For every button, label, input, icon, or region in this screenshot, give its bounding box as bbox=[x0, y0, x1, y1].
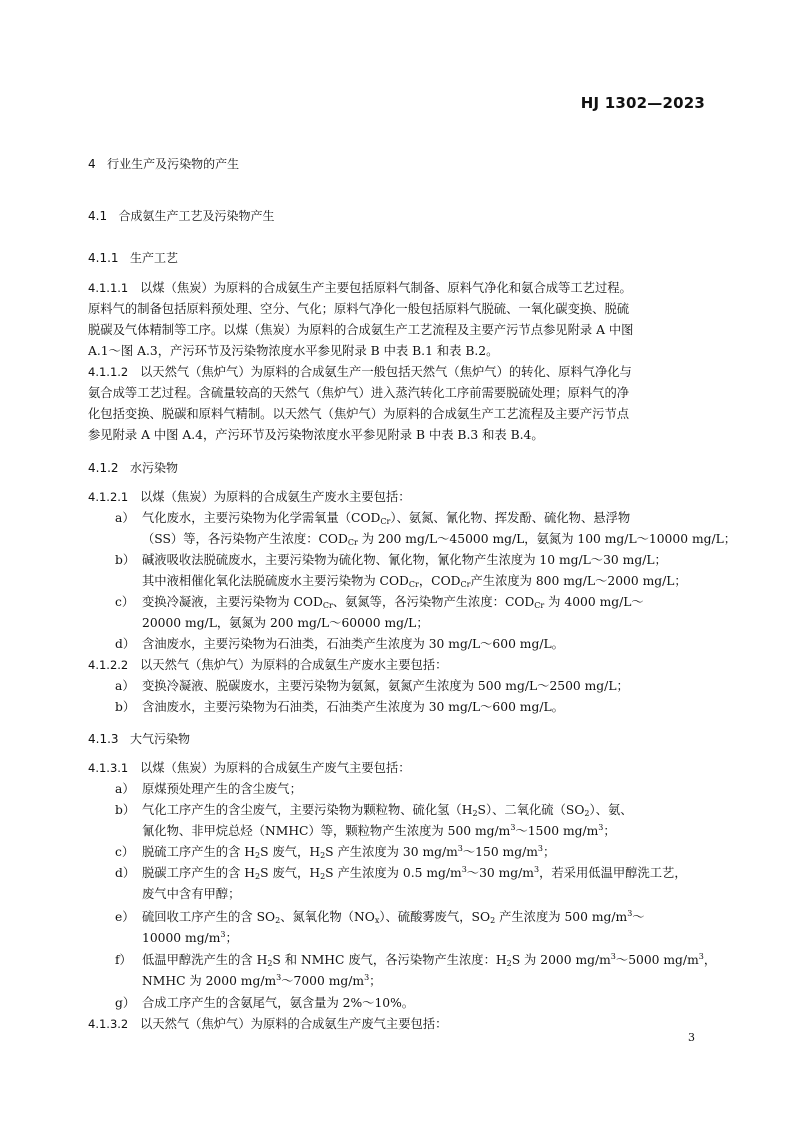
section-title: 行业生产及污染物的产生 bbox=[107, 157, 240, 171]
section-number: 4.1 bbox=[88, 209, 108, 223]
section-4-1-2-heading bbox=[88, 459, 178, 476]
list-item: a） 变换冷凝液、脱碳废水，主要污染物为氨氮，氨氮产生浓度为 500 mg/L～2500 mg/L； bbox=[115, 679, 629, 693]
paragraph-line: 4.1.3.2 以天然气（焦炉气）为原料的合成氨生产废气主要包括： bbox=[88, 1017, 448, 1031]
section-title: 合成氨生产工艺及污染物产生 bbox=[118, 209, 275, 223]
paragraph-line: 4.1.2.1 以煤（焦炭）为原料的合成氨生产废水主要包括： bbox=[88, 490, 411, 504]
list-item: g） 合成工序产生的含氨尾气，氨含量为 2%～10%。 bbox=[115, 996, 415, 1010]
list-item: b） 气化工序产生的含尘废气，主要污染物为颗粒物、硫化氢$(H_2S)$、二氧化硫$(SO_2)$、氨、 bbox=[115, 803, 633, 818]
section-title: 生产工艺 bbox=[130, 251, 179, 265]
clause-number: 4.1.3.1 bbox=[88, 761, 129, 775]
section-4-1-heading bbox=[88, 207, 275, 224]
list-item: b） 碱液吸收法脱硫废水，主要污染物为硫化物、氰化物，氰化物产生浓度为 10 mg/L～30 mg/L； bbox=[115, 553, 667, 567]
list-item: a） 气化废水，主要污染物为化学需氧量$(COD_{Cr})$、氨氮、氰化物、挥发酚、硫化物、悬浮物 bbox=[115, 511, 631, 526]
paragraph-line: 化包括变换、脱碳和原料气精制。以天然气（焦炉气）为原料的合成氨生产工艺流程及主要产污节点 bbox=[88, 407, 630, 421]
list-item: c） 脱硫工序产生的含 $H_2S$ 废气，$H_2S$ 产生浓度为 30 $mg/m^3\sim 150$ $mg/m^3$； bbox=[115, 844, 556, 860]
paragraph-line: 4.1.2.2 以天然气（焦炉气）为原料的合成氨生产废水主要包括： bbox=[88, 658, 448, 672]
list-item-continuation: 氰化物、非甲烷总烃（NMHC）等，颗粒物产生浓度为 500 $mg/m^3\sim 1500$ $mg/m^3$； bbox=[142, 823, 616, 838]
list-item: d） 脱碳工序产生的含 $H_2S$ 废气，$H_2S$ 产生浓度为 0.5 $mg/m^3\sim 30$ $mg/m^3$，若采用低温甲醇洗工艺， bbox=[115, 865, 687, 881]
section-number: 4.1.3 bbox=[88, 732, 119, 746]
list-item: b） 含油废水，主要污染物为石油类，石油类产生浓度为 30 mg/L～600 mg/L。 bbox=[115, 700, 564, 714]
paragraph-line: 参见附录 A 中图 A.4，产污环节及污染物浓度水平参见附录 B 中表 B.3 和表 B.4。 bbox=[88, 428, 544, 442]
list-item: a） 原煤预处理产生的含尘废气； bbox=[115, 782, 302, 796]
clause-number: 4.1.2.2 bbox=[88, 658, 129, 672]
section-number: 4.1.2 bbox=[88, 461, 119, 475]
section-4-1-1-heading bbox=[88, 249, 178, 266]
clause-number: 4.1.3.2 bbox=[88, 1017, 129, 1031]
list-item: f） 低温甲醇洗产生的含 $H_2S$ 和 NMHC 废气，各污染物产生浓度：$H_2S$ 为 2000 $mg/m^3\sim 5000$ $mg/m^3$， bbox=[115, 952, 717, 968]
section-4-heading bbox=[88, 155, 239, 172]
list-item-continuation: 20000 mg/L，氨氮为 200 mg/L～60000 mg/L； bbox=[142, 616, 429, 630]
clause-number: 4.1.1.1 bbox=[88, 281, 129, 295]
paragraph-line: 脱碳及气体精制等工序。以煤（焦炭）为原料的合成氨生产工艺流程及主要产污节点参见附录 A 中图 bbox=[88, 323, 634, 337]
section-title: 水污染物 bbox=[130, 461, 179, 475]
paragraph-line: 4.1.1.2 以天然气（焦炉气）为原料的合成氨生产一般包括天然气（焦炉气）的转化、原料气净化与 bbox=[88, 365, 632, 379]
section-title: 大气污染物 bbox=[130, 732, 191, 746]
paragraph-line: 原料气的制备包括原料预处理、空分、气化；原料气净化一般包括原料气脱硫、一氧化碳变换、脱硫 bbox=[88, 302, 630, 316]
clause-number: 4.1.1.2 bbox=[88, 365, 129, 379]
page-number: 3 bbox=[688, 1031, 695, 1044]
list-item-continuation: 其中液相催化氧化法脱硫废水主要污染物为 $COD_{Cr}$，$COD_{Cr}$产生浓度为 800 mg/L～2000 mg/L； bbox=[142, 574, 687, 589]
paragraph-line: 4.1.1.1 以煤（焦炭）为原料的合成氨生产主要包括原料气制备、原料气净化和氨合成等工艺过程。 bbox=[88, 281, 632, 295]
paragraph-line: A.1～图 A.3，产污环节及污染物浓度水平参见附录 B 中表 B.1 和表 B.2。 bbox=[88, 344, 499, 358]
paragraph-line: 4.1.3.1 以煤（焦炭）为原料的合成氨生产废气主要包括： bbox=[88, 761, 411, 775]
paragraph-line: 氨合成等工艺过程。含硫量较高的天然气（焦炉气）进入蒸汽转化工序前需要脱硫处理；原料气的净 bbox=[88, 386, 630, 400]
list-item-continuation: 10000 $mg/m^3$； bbox=[142, 930, 238, 945]
list-item-continuation: NMHC 为 2000 $mg/m^3\sim 7000$ $mg/m^3$； bbox=[142, 973, 382, 988]
list-item: e） 硫回收工序产生的含 $SO_2$、氮氧化物$(NO_x)$、硫酸雾废气，$SO_2$ 产生浓度为 500 $mg/m^3\sim$ bbox=[115, 909, 645, 925]
document-code: HJ 1302—2023 bbox=[580, 94, 705, 112]
clause-number: 4.1.2.1 bbox=[88, 490, 129, 504]
list-item: d） 含油废水，主要污染物为石油类，石油类产生浓度为 30 mg/L～600 mg/L。 bbox=[115, 637, 564, 651]
list-item: c） 变换冷凝液，主要污染物为 $COD_{Cr}$、氨氮等，各污染物产生浓度：$COD_{Cr}$ 为 4000 mg/L～ bbox=[115, 595, 644, 610]
list-item-continuation: 废气中含有甲醇； bbox=[142, 887, 241, 901]
list-item-continuation: （SS）等，各污染物产生浓度：$COD_{Cr}$ 为 200 mg/L～45000 mg/L，氨氮为 100 mg/L～10000 mg/L； bbox=[142, 532, 737, 547]
section-4-1-3-heading bbox=[88, 730, 190, 747]
section-number: 4.1.1 bbox=[88, 251, 119, 265]
section-number: 4 bbox=[88, 157, 96, 171]
